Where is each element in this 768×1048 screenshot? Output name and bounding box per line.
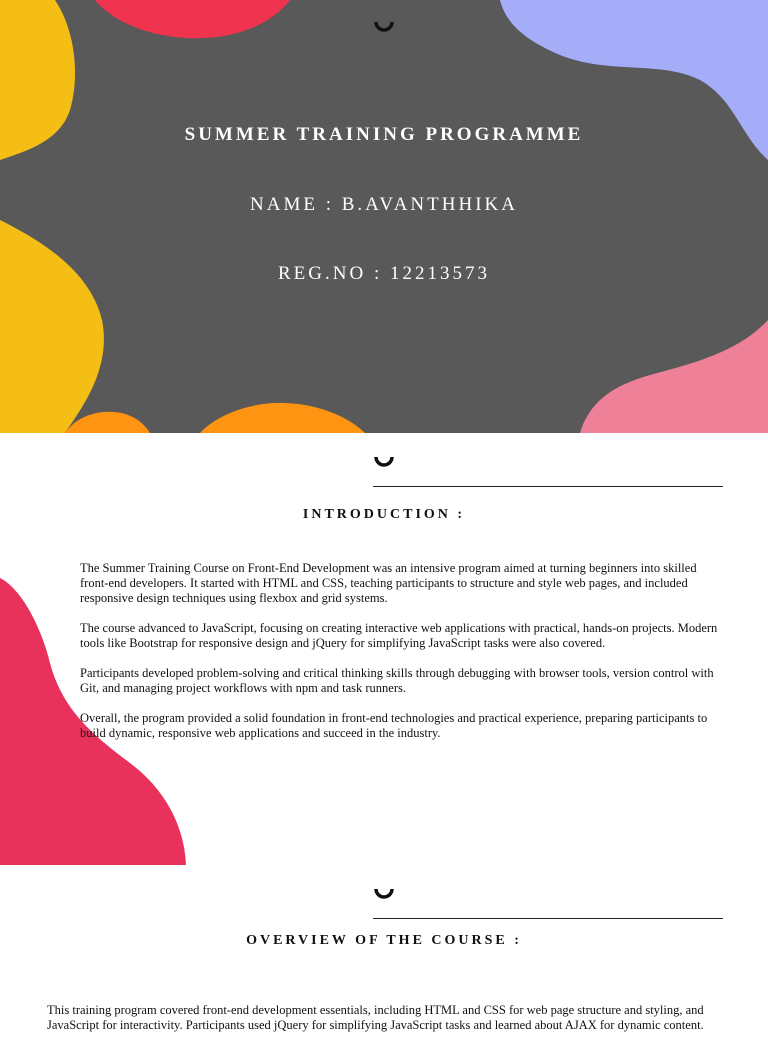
introduction-slide xyxy=(0,433,768,865)
overview-body xyxy=(47,1003,727,1048)
red-blob xyxy=(95,0,290,38)
intro-paragraph: Overall, the program provided a solid foundation in front-end technologies and practical experience, preparing participants to build dynamic, responsive web applications and succeed in the industry. xyxy=(80,711,708,740)
intro-paragraph: The course advanced to JavaScript, focusing on creating interactive web applications with practical, hands-on projects. Modern tools like Bootstrap for responsive design and jQuery for simplifying JavaScript tasks were also covered. xyxy=(80,621,718,650)
overview-slide xyxy=(0,865,768,1032)
intro-paragraph: Participants developed problem-solving and critical thinking skills through debugging with browser tools, version control with Git, and managing project workflows with npm and task runners. xyxy=(80,666,714,695)
overview-paragraph: This training program covered front-end development essentials, including HTML and CSS for web page structure and styling, and JavaScript for interactivity. Participants used jQuery for simplifying JavaScript tasks and learned about AJAX for dynamic content. xyxy=(47,1003,704,1032)
divider-line xyxy=(373,918,723,919)
pink-blob xyxy=(580,320,768,433)
arc-icon xyxy=(374,887,394,899)
overview-heading: OVERVIEW OF THE COURSE : xyxy=(246,933,522,948)
intro-paragraph: The Summer Training Course on Front-End Development was an intensive program aimed at turning beginners into skilled front-end developers. It started with HTML and CSS, teaching participants to structure and style web pages, and included responsive design techniques using flexbox and grid systems. xyxy=(80,561,697,605)
programme-title: SUMMER TRAINING PROGRAMME xyxy=(184,124,584,145)
title-slide xyxy=(0,0,768,433)
divider-line xyxy=(373,486,723,487)
decorative-blobs xyxy=(0,0,768,433)
introduction-body xyxy=(80,561,720,756)
arc-icon xyxy=(374,455,394,467)
introduction-heading: INTRODUCTION : xyxy=(302,507,466,522)
registration-number: REG.NO : 12213573 xyxy=(278,263,490,284)
orange-blob-right xyxy=(200,403,365,433)
participant-name: NAME : B.AVANTHHIKA xyxy=(250,194,518,215)
yellow-blob-lower xyxy=(0,220,104,433)
arc-icon xyxy=(374,20,394,32)
orange-blob-left xyxy=(65,412,150,433)
